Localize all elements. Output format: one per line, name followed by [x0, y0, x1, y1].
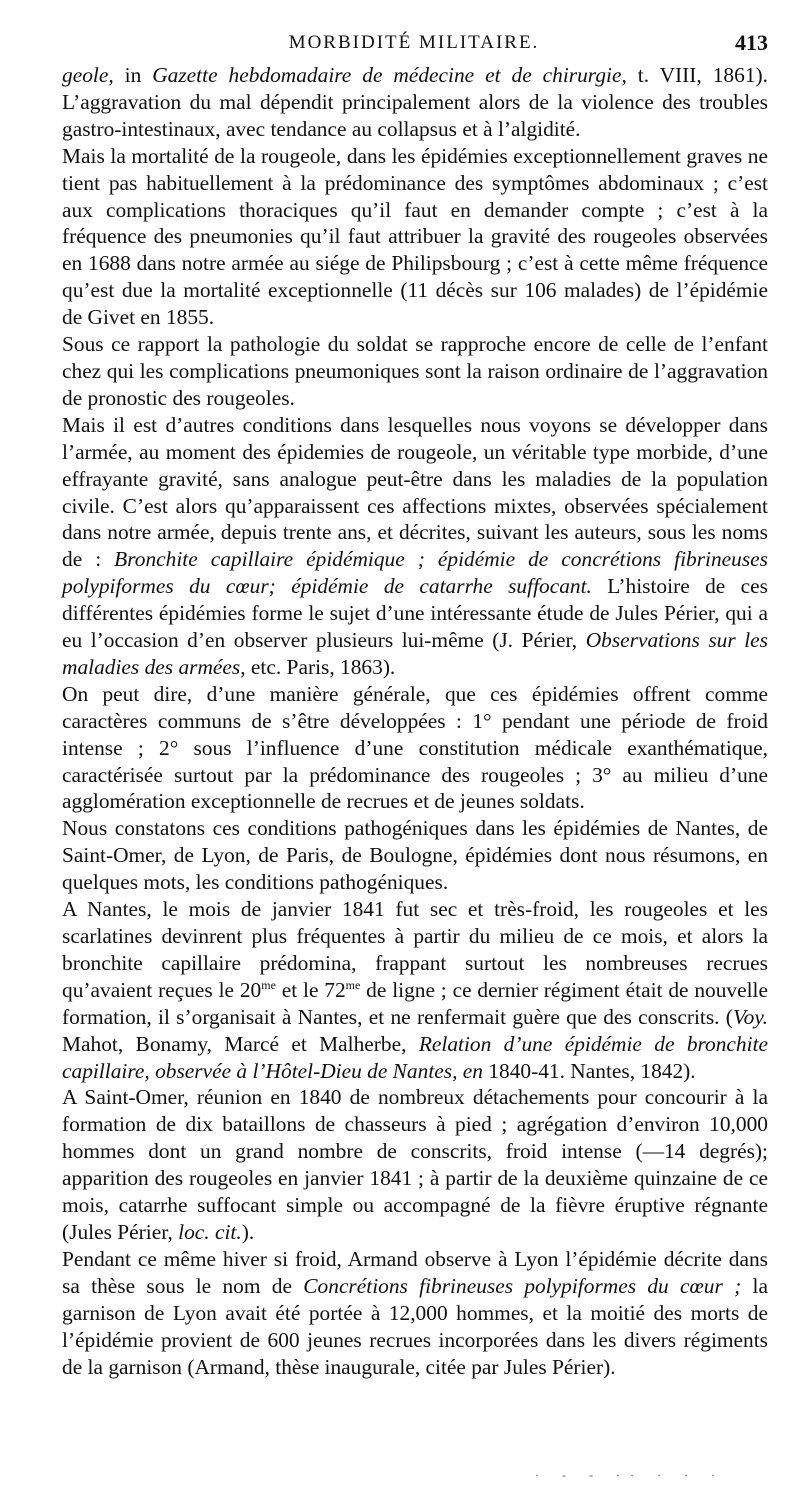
text-run: Mais il est d’autres conditions dans lesquelles nous voyons se développer dans l’armée, au moment des épidemies de rougeole, un véritable type morbide, d’une effrayante gravité, sans analogue peut-être dans les maladies de la population civile. C’est alors qu’apparaissent ces affections mixtes, observées spécialement dans notre armée, depuis trente ans, et décrites, suivant les auteurs, sous les noms de :: [62, 412, 768, 572]
body-text: [62, 62, 768, 1380]
text-run: , t. VIII, 1861). L’aggravation du mal dépendit principalement alors de la violence des troubles gastro-intestinaux, avec tendance au collapsus et à l’algidité.: [62, 63, 768, 141]
italic-text: geole,: [62, 63, 114, 87]
italic-text: Observations sur les maladies des armées: [62, 628, 768, 679]
text-run: de ligne ; ce dernier régiment était de nouvelle formation, il s’organisait à Nantes, et ne renfermait guère que des conscrits. (: [62, 977, 768, 1029]
text-run: Mais la mortalité de la rougeole, dans les épidémies exceptionnellement graves ne tient pas habituellement à la prédominance des symptômes abdominaux ; c’est aux complications thoraciques qu’il faut en demander compte ; c’est à la fréquence des pneumonies qu’il faut attribuer la gravité des rougeoles observées en 1688 dans notre armée au siége de Philipsbourg ; c’est à cette même fréquence qu’est due la mortalité exceptionnelle (11 décès sur 106 malades) de l’épidémie de Givet en 1855.: [62, 143, 768, 330]
text-run: , etc. Paris, 1863).: [240, 654, 396, 679]
italic-text: Concrétions fibrineuses polypiformes du cœur ;: [303, 1273, 742, 1298]
paragraph: [62, 412, 768, 681]
superscript: me: [345, 977, 361, 992]
page-number: 413: [735, 30, 768, 55]
text-run: 1840-41. Nantes, 1842).: [482, 1058, 696, 1083]
text-run: L’histoire de ces différentes épidémies forme le sujet d’une intéressante étude de Jules Périer, qui a eu l’occasion d’en observer plusieurs lui-même (J. Périer,: [62, 574, 768, 653]
paragraph: [62, 681, 768, 816]
text-run: ).: [241, 1219, 255, 1244]
italic-text: Bronchite capillaire épidémique ; épidémie de concrétions fibrineuses polypiformes du cœur; épidémie de catarrhe suffocant.: [62, 547, 768, 599]
text-run: in: [113, 63, 153, 87]
running-title: MORBIDITÉ MILITAIRE.: [288, 32, 540, 53]
italic-text: Relation d’une épidémie de bronchite capillaire, observée à l’Hôtel-Dieu de Nantes, en: [62, 1031, 769, 1083]
text-run: On peut dire, d’une manière générale, que ces épidémies offrent comme caractères communs de s’être développées : 1° pendant une période de froid intense ; 2° sous l’influence d’une constitution médicale exanthématique, caractérisée surtout par la prédominance des rougeoles ; 3° au milieu d’une agglomération exceptionnelle de recrues et de jeunes soldats.: [62, 681, 768, 814]
text-run: A Nantes, le mois de janvier 1841 fut sec et très-froid, les rougeoles et les scarlatines devinrent plus fréquentes à partir du milieu de ce mois, et alors la bronchite capillaire prédomina, frappant surtout les nombreuses recrues qu’avaient reçues le 20: [62, 897, 768, 1002]
text-run: Pendant ce même hiver si froid, Armand observe à Lyon l’épidémie décrite dans sa thèse sous le nom de: [62, 1246, 768, 1298]
paragraph: [62, 815, 768, 896]
paragraph: [62, 331, 768, 412]
text-run: la garnison de Lyon avait été portée à 12,000 hommes, et la moitié des morts de l’épidémie provient de 600 jeunes recrues incorporées dans les divers régiments de la garnison (Armand, thèse inaugurale, citée par Jules Périer).: [62, 1273, 768, 1379]
text-run: Nous constatons ces conditions pathogéniques dans les épidémies de Nantes, de Saint-Omer, de Lyon, de Paris, de Boulogne, épidémies dont nous résumons, en quelques mots, les conditions pathogéniques.: [62, 816, 768, 895]
text-run: et le 72: [275, 977, 346, 1002]
text-run: Mahot, Bonamy, Marcé et Malherbe,: [62, 1031, 419, 1056]
italic-text: Voy.: [732, 1004, 768, 1029]
paragraph: [62, 1246, 768, 1381]
text-run: Sous ce rapport la pathologie du soldat se rapproche encore de celle de l’enfant chez qui les complications pneumoniques sont la raison ordinaire de l’aggravation de pronostic des rougeoles.: [62, 332, 768, 410]
paragraph: [62, 896, 768, 1084]
paragraph: [62, 62, 768, 143]
print-speck-marks: · - - ·· · · ·: [535, 1468, 725, 1482]
paragraph: [62, 143, 768, 331]
paragraph: [62, 1084, 768, 1245]
superscript: me: [261, 977, 276, 992]
text-run: A Saint-Omer, réunion en 1840 de nombreux détachements pour concourir à la formation de dix bataillons de chasseurs à pied ; agrégation d’environ 10,000 hommes dont un grand nombre de conscrits, froid intense (—14 degrés); apparition des rougeoles en janvier 1841 ; à partir de la deuxième quinzaine de ce mois, catarrhe suffocant simple ou accompagné de la fièvre éruptive régnante (Jules Périer,: [62, 1085, 768, 1244]
italic-text: Gazette hebdomadaire de médecine et de chirurgie: [152, 63, 622, 87]
italic-text: loc. cit.: [178, 1219, 242, 1244]
page-header: [60, 30, 768, 60]
